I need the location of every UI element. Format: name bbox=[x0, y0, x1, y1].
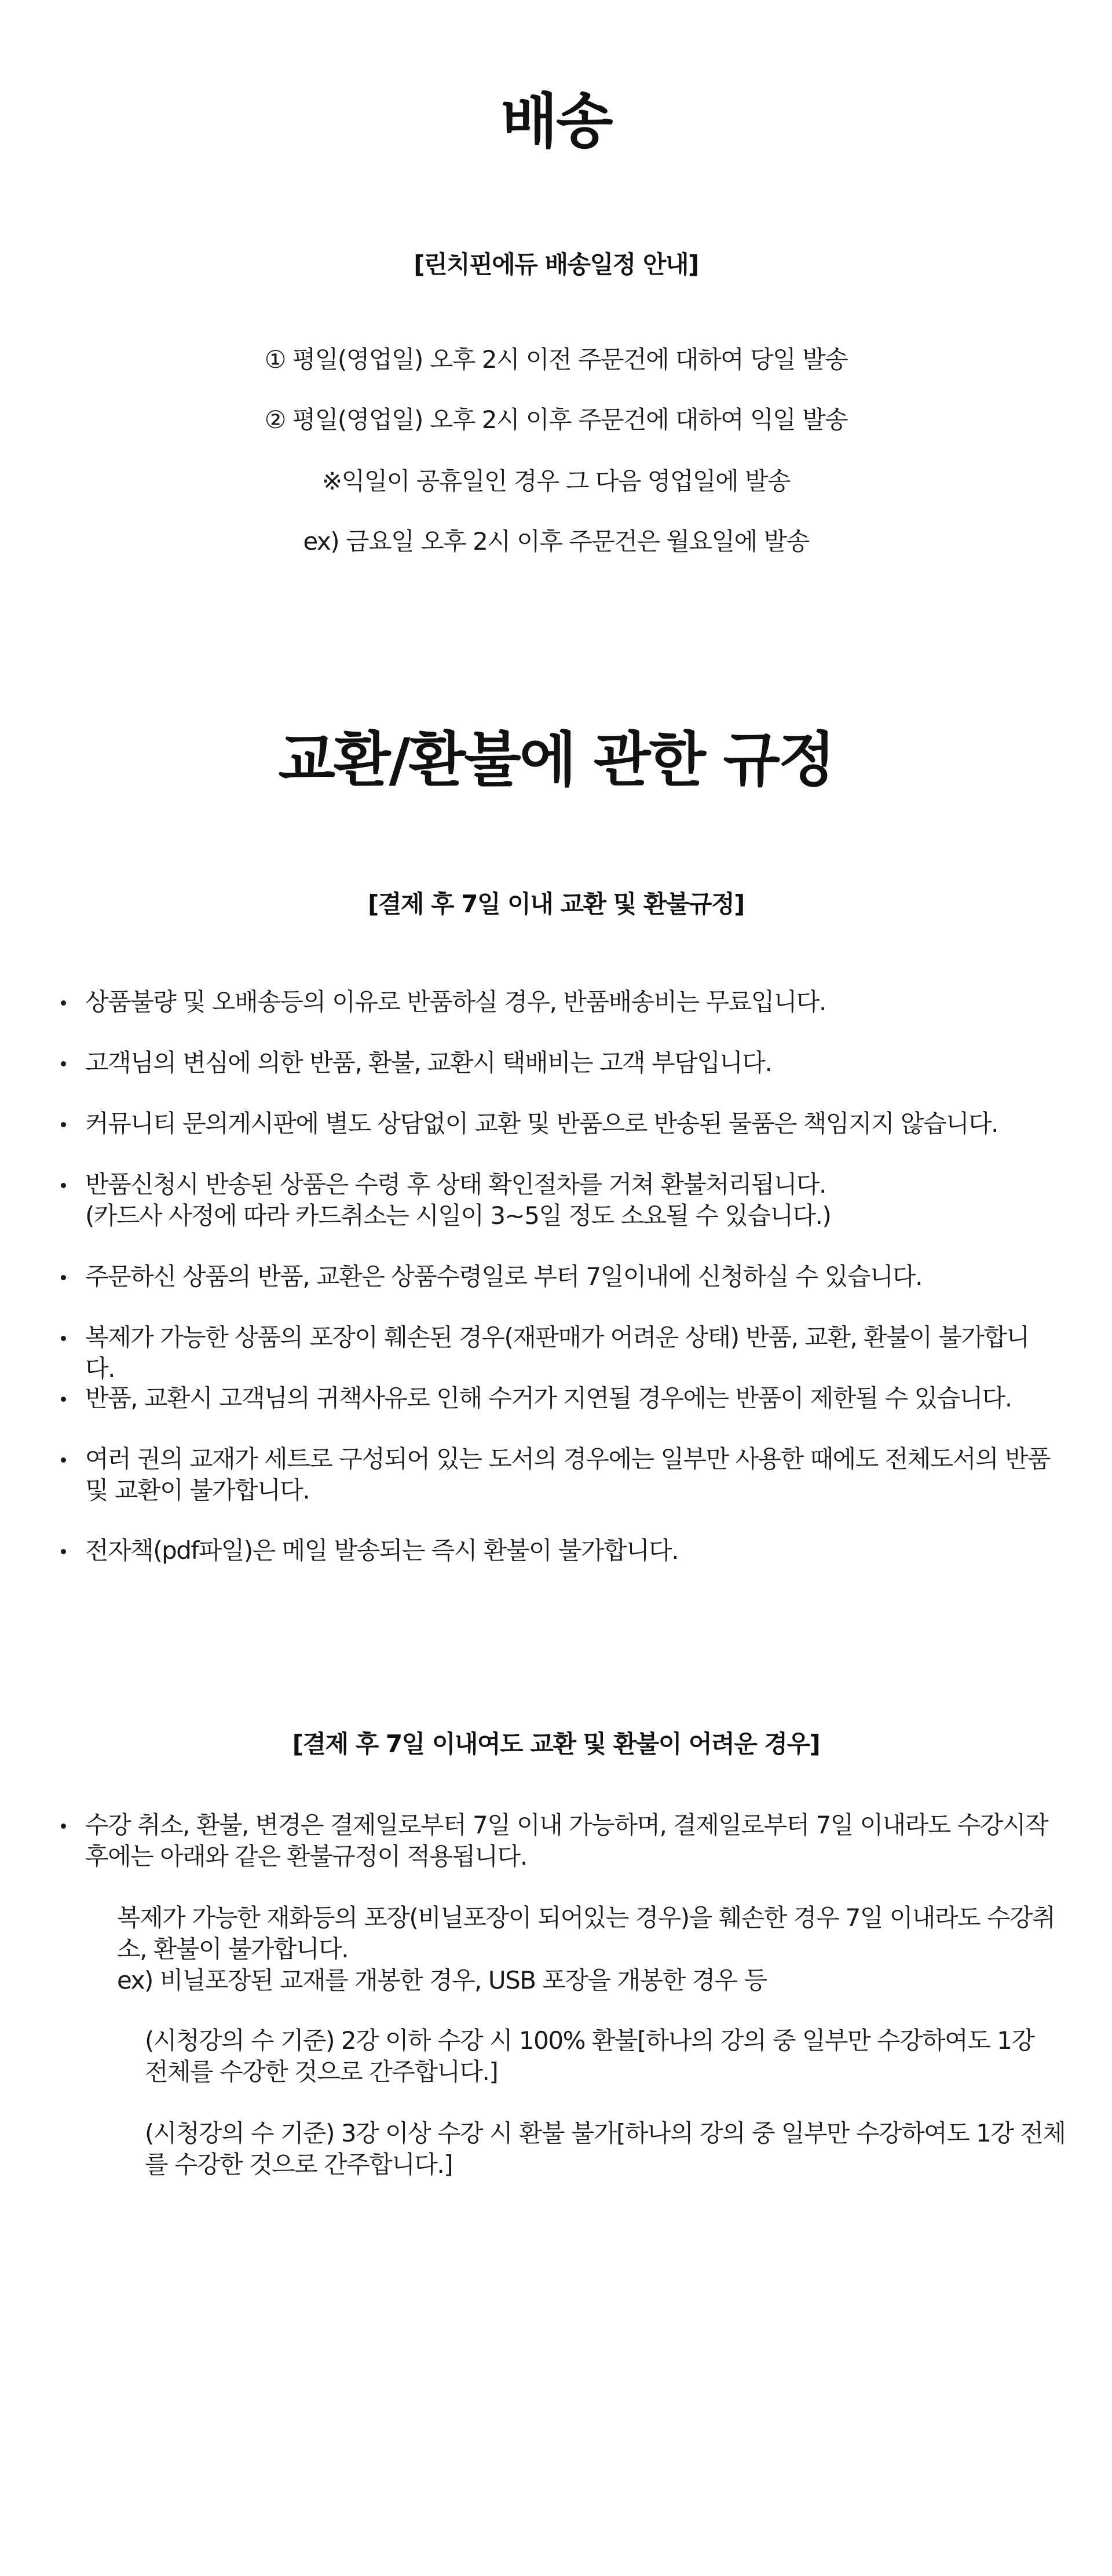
shipping-line-2: ② 평일(영업일) 오후 2시 이후 주문건에 대하여 익일 발송 bbox=[264, 405, 848, 434]
list-item-text: 여러 권의 교재가 세트로 구성되어 있는 도서의 경우에는 일부만 사용한 때에도 전체도서의 반품 및 교환이 불가합니다. bbox=[85, 1445, 1051, 1504]
refund-rule-1: (시청강의 수 기준) 2강 이하 수강 시 100% 환불[하나의 강의 중 일부만 수강하여도 1강 전체를 수강한 것으로 간주합니다.] bbox=[145, 2026, 1034, 2086]
list-item-text: 수강 취소, 환불, 변경은 결제일로부터 7일 이내 가능하며, 결제일로부터 7일 이내라도 수강시작 후에는 아래와 같은 환불규정이 적용됩니다. bbox=[85, 1811, 1048, 1870]
shipping-title: 배송 bbox=[500, 87, 612, 156]
shipping-example: ex) 금요일 오후 2시 이후 주문건은 월요일에 발송 bbox=[303, 527, 809, 556]
list-item-text: 반품, 교환시 고객님의 귀책사유로 인해 수거가 지연될 경우에는 반품이 제한될 수 있습니다. bbox=[85, 1384, 1012, 1412]
shipping-subtitle: [린치핀에듀 배송일정 안내] bbox=[414, 250, 698, 279]
bullet-icon bbox=[61, 1824, 66, 1829]
bullet-icon bbox=[61, 1457, 66, 1463]
bullet-icon bbox=[61, 1061, 66, 1066]
shipping-line-1: ① 평일(영업일) 오후 2시 이전 주문건에 대하여 당일 발송 bbox=[264, 345, 848, 374]
refund-title: 교환/환불에 관한 규정 bbox=[278, 726, 834, 795]
list-item-text: 상품불량 및 오배송등의 이유로 반품하실 경우, 반품배송비는 무료입니다. bbox=[85, 988, 826, 1016]
shipping-note: ※익일이 공휴일인 경우 그 다음 영업일에 발송 bbox=[321, 467, 791, 495]
list-item-text: 전자책(pdf파일)은 메일 발송되는 즉시 환불이 불가합니다. bbox=[85, 1536, 679, 1565]
list-item-text: 복제가 가능한 상품의 포장이 훼손된 경우(재판매가 어려운 상태) 반품, 교환, 환불이 불가합니다. bbox=[85, 1323, 1029, 1383]
bullet-icon bbox=[61, 1122, 66, 1127]
list-item-text: 고객님의 변심에 의한 반품, 환불, 교환시 택배비는 고객 부담입니다. bbox=[85, 1048, 772, 1077]
bullet-icon bbox=[61, 1336, 66, 1341]
bullet-icon bbox=[61, 1000, 66, 1006]
refund-hard-description: 복제가 가능한 재화등의 포장(비닐포장이 되어있는 경우)을 훼손한 경우 7일 이내라도 수강취 소, 환불이 불가합니다. ex) 비닐포장된 교재를 개봉한 경우, USB 포장을 개봉한 경우 등 bbox=[117, 1903, 1055, 1994]
list-item-text: 반품신청시 반송된 상품은 수령 후 상태 확인절차를 거쳐 환불처리됩니다. (카드사 사정에 따라 카드취소는 시일이 3~5일 정도 소요될 수 있습니다.) bbox=[85, 1170, 831, 1230]
bullet-icon bbox=[61, 1549, 66, 1554]
bullet-icon bbox=[61, 1183, 66, 1188]
refund-rule-2: (시청강의 수 기준) 3강 이상 수강 시 환불 불가[하나의 강의 중 일부만 수강하여도 1강 전체 를 수강한 것으로 간주합니다.] bbox=[145, 2119, 1066, 2179]
list-item-text: 주문하신 상품의 반품, 교환은 상품수령일로 부터 7일이내에 신청하실 수 있습니다. bbox=[85, 1262, 922, 1291]
refund-hard-subtitle: [결제 후 7일 이내여도 교환 및 환불이 어려운 경우] bbox=[292, 1730, 820, 1758]
bullet-icon bbox=[61, 1275, 66, 1280]
refund-within7-subtitle: [결제 후 7일 이내 교환 및 환불규정] bbox=[368, 890, 744, 918]
bullet-icon bbox=[61, 1397, 66, 1402]
list-item-text: 커뮤니티 문의게시판에 별도 상담없이 교환 및 반품으로 반송된 물품은 책임지지 않습니다. bbox=[85, 1109, 998, 1138]
